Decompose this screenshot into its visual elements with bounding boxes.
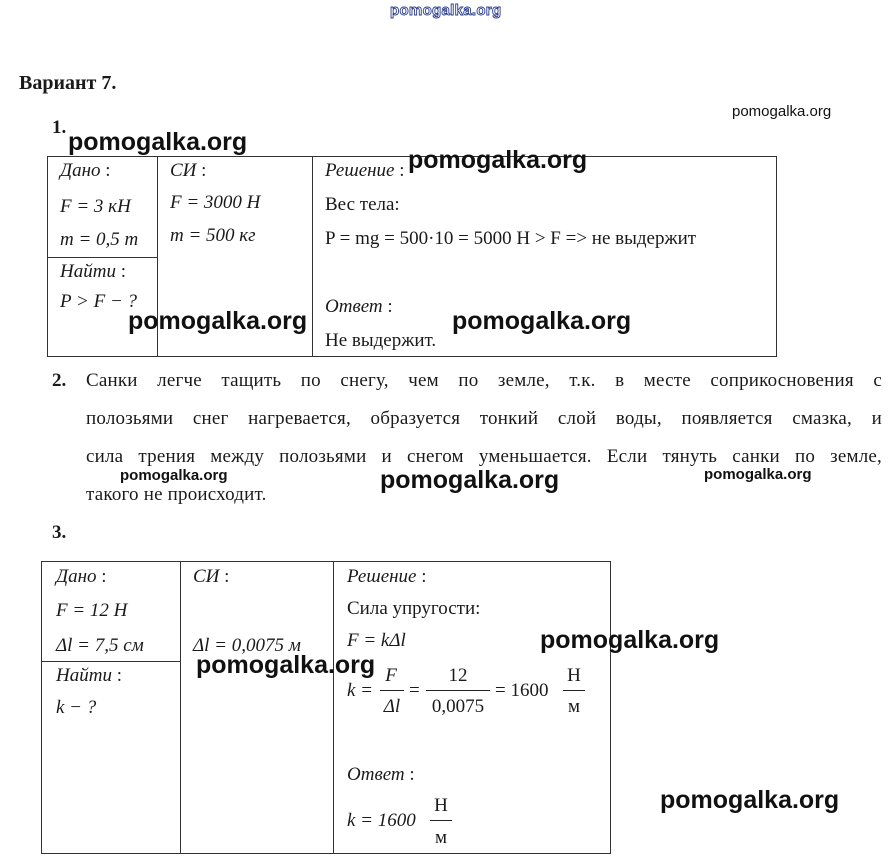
watermark: pomogalka.org [196, 651, 376, 679]
answer-unit-numerator: Н [434, 795, 448, 816]
find-expression: k − ? [56, 697, 97, 718]
si-label: СИ : [170, 160, 207, 181]
fraction-1-bar [380, 690, 404, 691]
table-divider-given-find [47, 257, 158, 258]
problem-2-line-4: такого не происходит. [86, 484, 267, 505]
problem-2-number: 2. [52, 370, 67, 391]
si-force: F = 3000 Н [170, 192, 261, 213]
given-label: Дано : [56, 566, 107, 587]
given-force: F = 3 кН [60, 196, 131, 217]
given-force: F = 12 Н [56, 600, 128, 621]
solution-label: Решение : [325, 160, 405, 181]
watermark: pomogalka.org [68, 128, 248, 156]
fraction-2-denominator: 0,0075 [431, 696, 485, 717]
site-watermark-top: pomogalka.org [390, 2, 502, 19]
formula-lhs: k = [347, 680, 374, 701]
fraction-1-numerator: F [385, 665, 397, 686]
formula-equals: = [409, 680, 420, 701]
given-elongation: Δl = 7,5 см [56, 635, 144, 656]
watermark: pomogalka.org [704, 466, 812, 483]
answer-label: Ответ : [325, 296, 393, 317]
problem-2-line-1: Санки легче тащить по снегу, чем по земле, т.к. в месте соприкосновения с [86, 370, 882, 391]
table-divider-si-solution [312, 156, 313, 357]
table-border-bottom [41, 853, 611, 854]
fraction-1-denominator: Δl [383, 696, 401, 717]
table-divider-si-solution [333, 561, 334, 854]
answer-unit-denominator: м [434, 827, 448, 848]
table-divider-given-find [41, 661, 181, 662]
table-border-left [41, 561, 42, 854]
watermark: pomogalka.org [732, 103, 832, 120]
problem-1-number: 1. [52, 117, 67, 138]
unit-numerator: Н [567, 665, 581, 686]
watermark: pomogalka.org [540, 626, 720, 654]
solution-line-2: F = kΔl [347, 630, 406, 651]
si-label: СИ : [193, 566, 230, 587]
table-border-right [610, 561, 611, 854]
find-expression: P > F − ? [60, 291, 138, 312]
problem-2-line-2: полозьями снег нагревается, образуется тонкий слой воды, появляется смазка, и [86, 408, 882, 429]
watermark: pomogalka.org [380, 466, 560, 494]
solution-line-2: P = mg = 500·10 = 5000 Н > F => не выдержит [325, 228, 697, 249]
given-label: Дано : [60, 160, 111, 181]
watermark: pomogalka.org [128, 307, 308, 335]
solution-line-1: Вес тела: [325, 194, 400, 215]
answer-text: Не выдержит. [325, 330, 437, 351]
unit-denominator: м [567, 696, 581, 717]
given-mass: m = 0,5 т [60, 229, 139, 250]
answer-unit-bar [430, 820, 452, 821]
variant-title: Вариант 7. [19, 72, 117, 94]
watermark: pomogalka.org [660, 786, 840, 814]
watermark: pomogalka.org [408, 146, 588, 174]
answer-value: k = 1600 [347, 810, 416, 831]
formula-result: = 1600 [495, 680, 549, 701]
solution-line-1: Сила упругости: [347, 598, 481, 619]
unit-bar [563, 690, 585, 691]
si-mass: m = 500 кг [170, 225, 256, 246]
problem-2-line-3: сила трения между полозьями и снегом уменьшается. Если тянуть санки по земле, [86, 446, 882, 467]
answer-label: Ответ : [347, 764, 415, 785]
table-divider-given-si [180, 561, 181, 854]
watermark: pomogalka.org [120, 467, 228, 484]
problem-3-number: 3. [52, 522, 67, 543]
table-border-top [41, 561, 611, 562]
fraction-2-numerator: 12 [448, 665, 468, 686]
table-border-right [776, 156, 777, 357]
fraction-2-bar [426, 690, 490, 691]
solution-label: Решение : [347, 566, 427, 587]
find-label: Найти : [60, 261, 126, 282]
watermark: pomogalka.org [452, 307, 632, 335]
find-label: Найти : [56, 665, 122, 686]
si-elongation: Δl = 0,0075 м [193, 635, 301, 656]
